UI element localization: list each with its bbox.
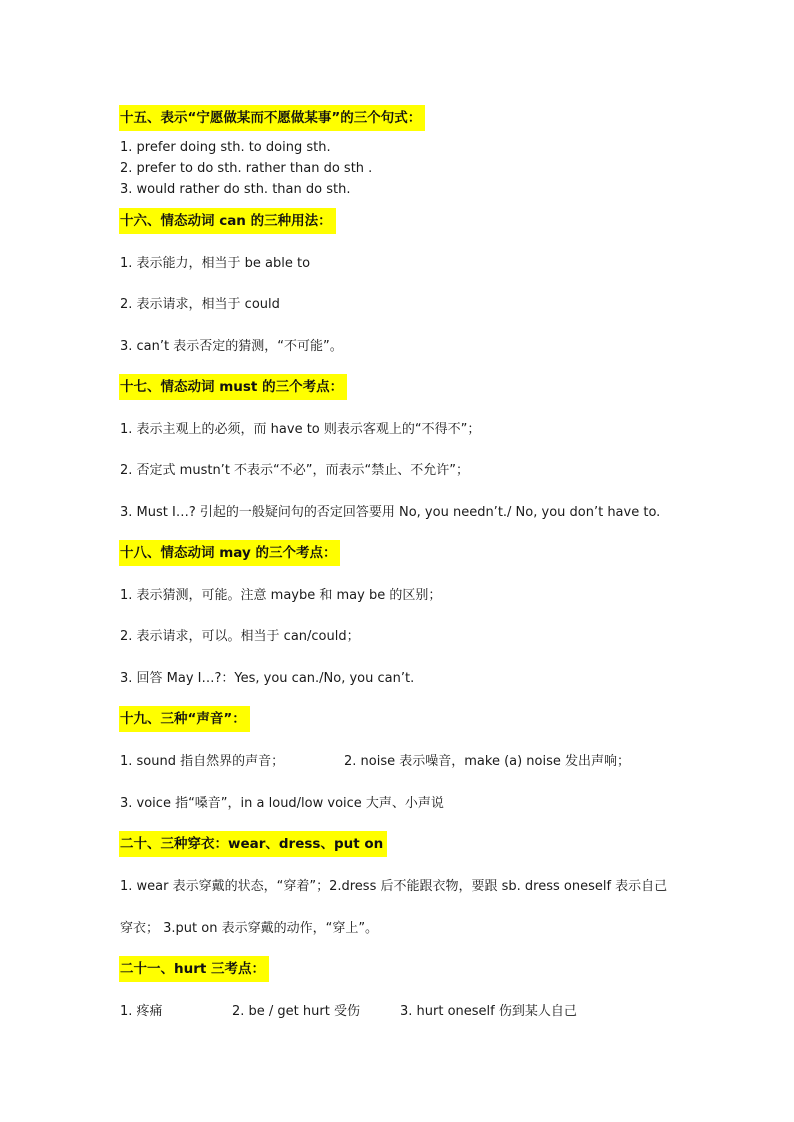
- list-item: 2. prefer to do sth. rather than do sth .: [120, 161, 373, 176]
- list-item: 2. be / get hurt 受伤: [232, 1004, 360, 1019]
- list-item: 2. 否定式 mustn’t 不表示“不必”，而表示“禁止、不允许”；: [120, 463, 469, 478]
- list-item: 3. Must I…? 引起的一般疑问句的否定回答要用 No, you needn’t./ No, you don’t have to.: [120, 505, 661, 520]
- section-heading: 十七、情态动词 must 的三个考点：: [119, 374, 347, 400]
- list-item: 2. noise 表示噪音，make (a) noise 发出声响；: [344, 754, 631, 769]
- section-heading: 十八、情态动词 may 的三个考点：: [119, 540, 340, 566]
- list-item: 3. voice 指“嗓音”，in a loud/low voice 大声、小声说: [120, 796, 444, 811]
- list-item: 3. can’t 表示否定的猜测，“不可能”。: [120, 339, 343, 354]
- section-heading: 二十、三种穿衣：wear、dress、put on: [119, 831, 387, 857]
- paragraph-line: 穿衣； 3.put on 表示穿戴的动作，“穿上”。: [120, 921, 379, 936]
- list-item: 2. 表示请求，可以。相当于 can/could；: [120, 629, 360, 644]
- list-item: 1. 表示主观上的必须，而 have to 则表示客观上的“不得不”；: [120, 422, 481, 437]
- list-item: 3. 回答 May I…?：Yes, you can./No, you can’t.: [120, 671, 415, 686]
- list-item: 1. 疼痛: [120, 1004, 163, 1019]
- list-item: 1. sound 指自然界的声音；: [120, 754, 285, 769]
- paragraph-line: 1. wear 表示穿戴的状态，“穿着”；2.dress 后不能跟衣物，要跟 sb. dress oneself 表示自己: [120, 879, 668, 894]
- list-item: 3. would rather do sth. than do sth.: [120, 182, 351, 197]
- section-heading: 十五、表示“宁愿做某而不愿做某事”的三个句式：: [119, 105, 425, 131]
- list-item: 2. 表示请求，相当于 could: [120, 297, 280, 312]
- list-item: 1. prefer doing sth. to doing sth.: [120, 140, 331, 155]
- section-heading: 十六、情态动词 can 的三种用法：: [119, 208, 336, 234]
- list-item: 1. 表示猜测，可能。注意 maybe 和 may be 的区别；: [120, 588, 442, 603]
- list-item: 3. hurt oneself 伤到某人自己: [400, 1004, 577, 1019]
- list-item: 1. 表示能力，相当于 be able to: [120, 256, 311, 271]
- section-heading: 十九、三种“声音”：: [119, 706, 250, 732]
- section-heading: 二十一、hurt 三考点：: [119, 956, 269, 982]
